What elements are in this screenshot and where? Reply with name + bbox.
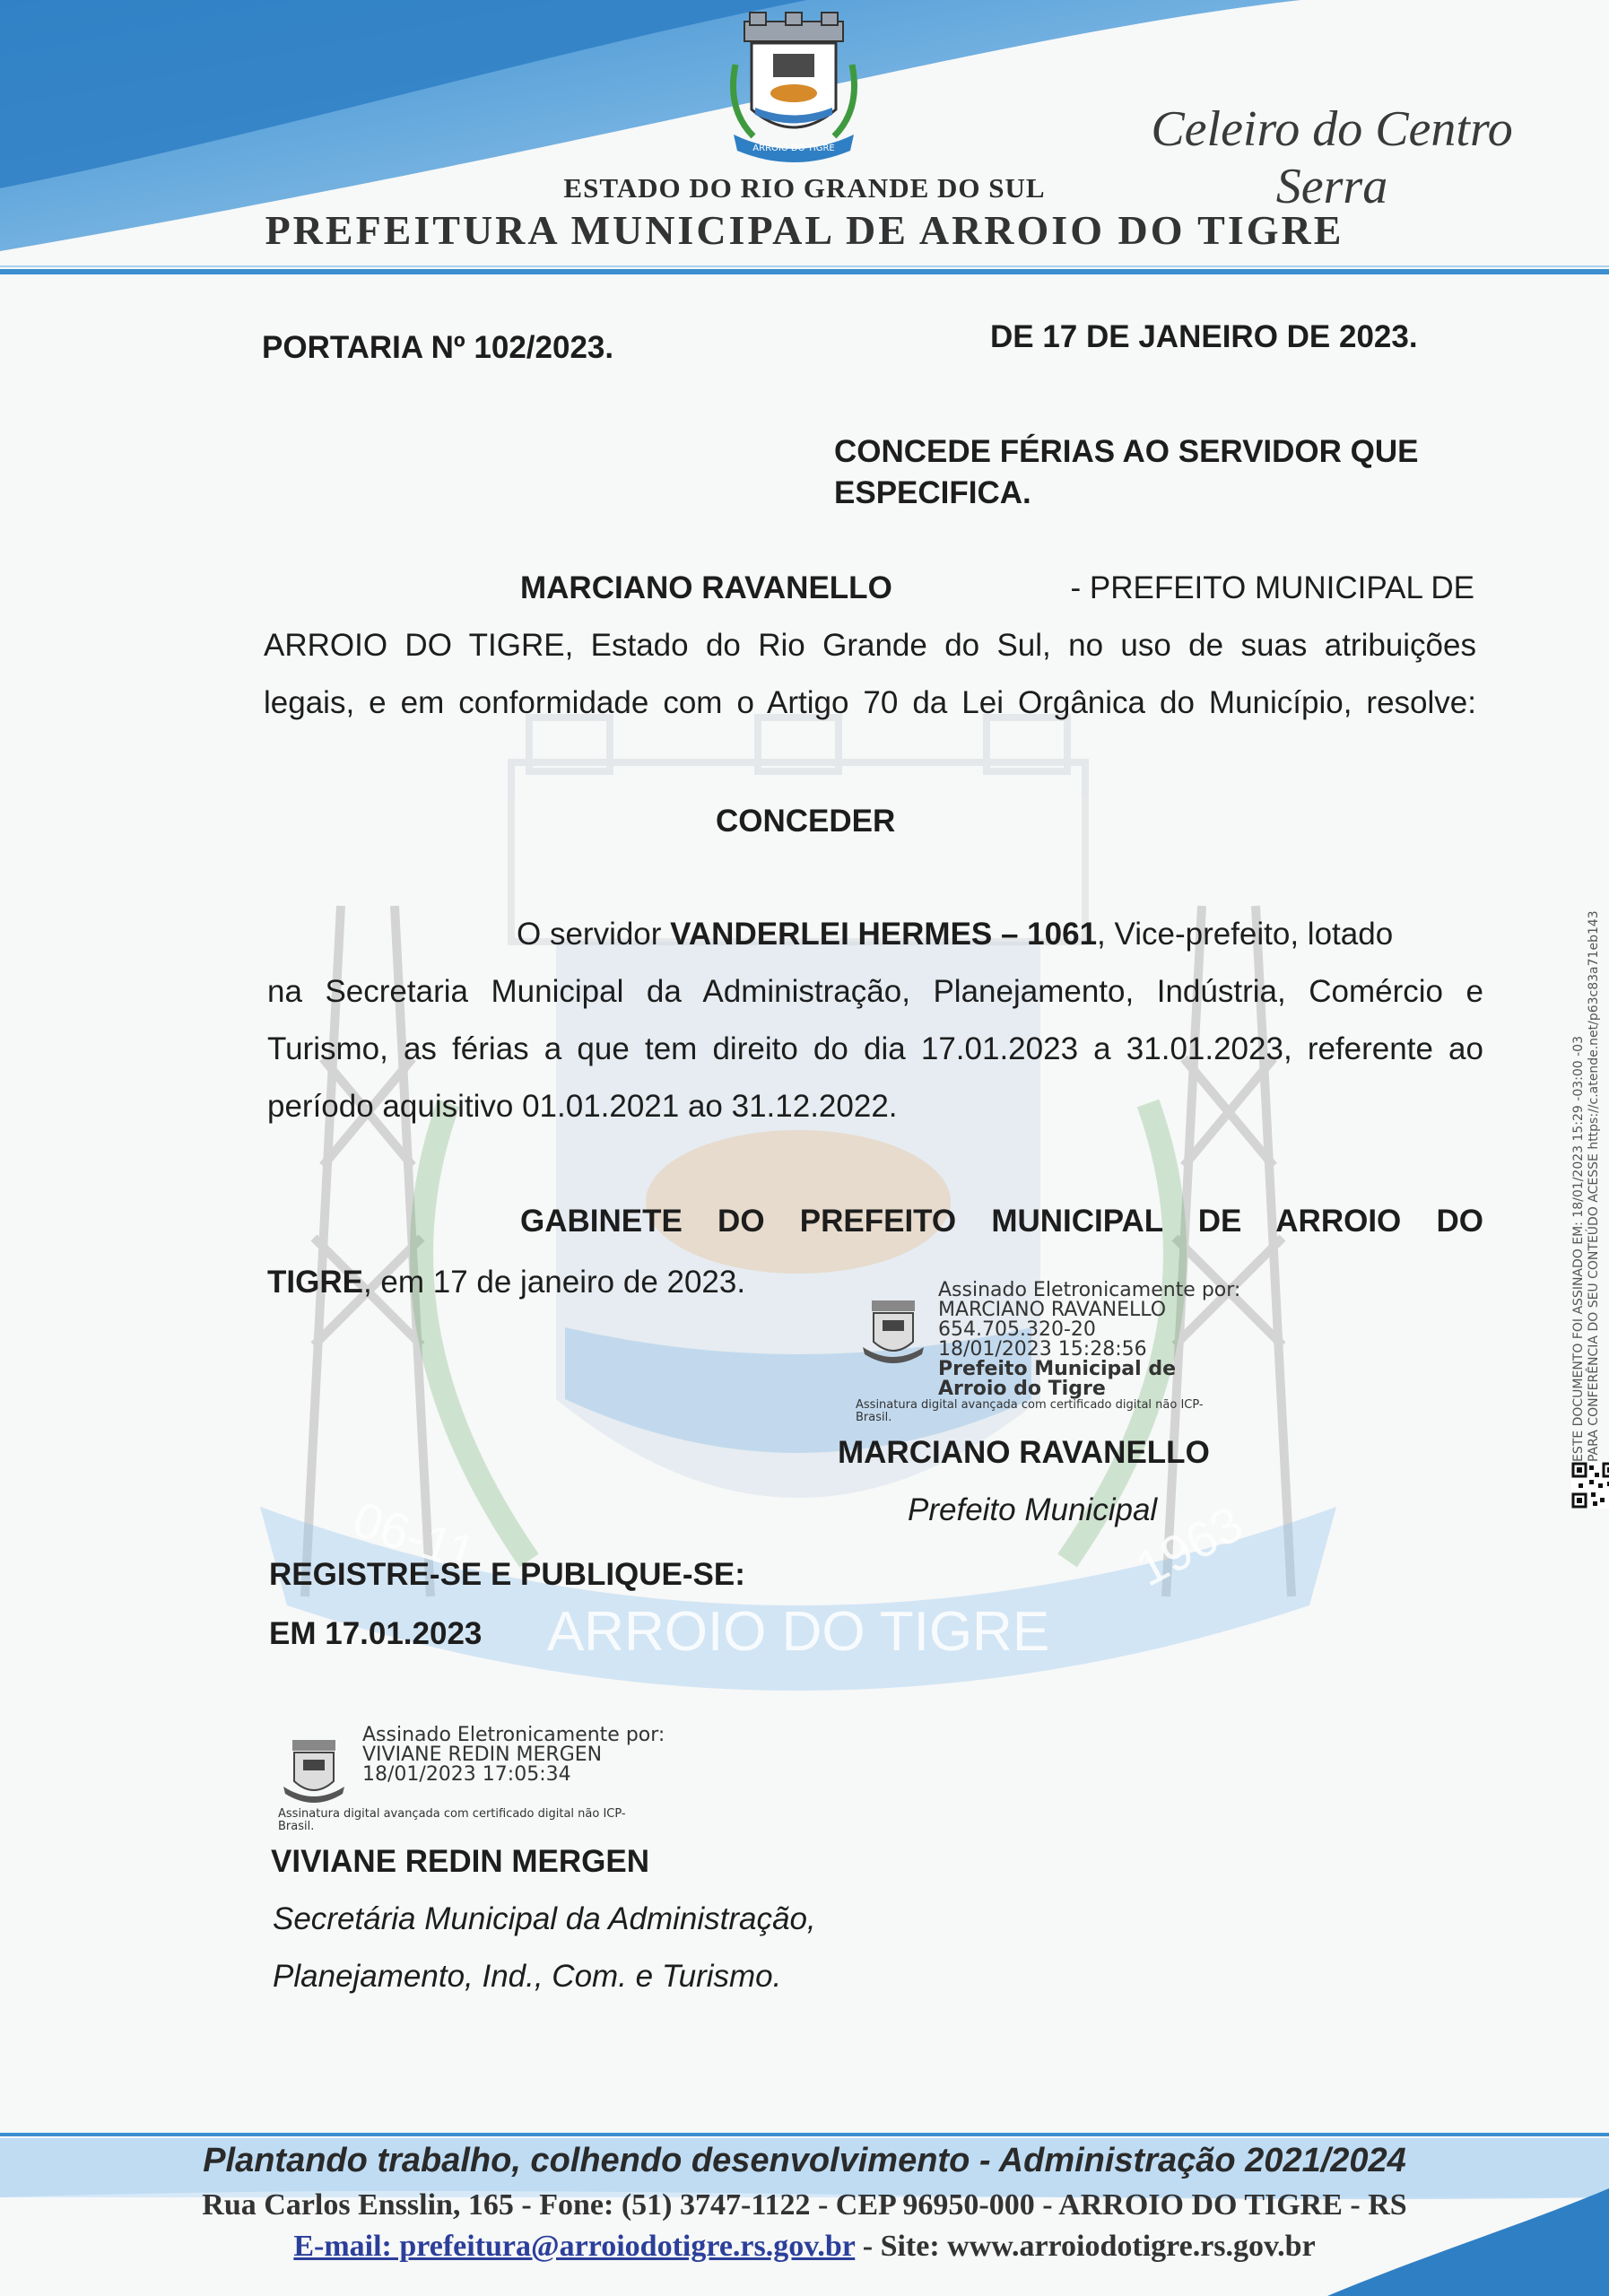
prefecture-title: PREFEITURA MUNICIPAL DE ARROIO DO TIGRE bbox=[265, 207, 1344, 253]
paragraph-1-line-2: ARROIO DO TIGRE, Estado do Rio Grande do Sul, no uso de suas atribuições bbox=[264, 628, 1476, 663]
footer-site: - Site: www.arroiodotigre.rs.gov.br bbox=[855, 2230, 1316, 2263]
sig2-note-1: Assinatura digital avançada com certificado digital não ICP- bbox=[278, 1807, 626, 1821]
signature-1-block bbox=[938, 1281, 1240, 1399]
gabinete-tigre: TIGRE bbox=[267, 1265, 363, 1300]
gabinete-date: , em 17 de janeiro de 2023. bbox=[362, 1265, 746, 1300]
signer-1-role: Prefeito Municipal bbox=[908, 1492, 1158, 1527]
gabinete-line-1: GABINETE DO PREFEITO MUNICIPAL DE ARROIO DO bbox=[520, 1204, 1483, 1239]
paragraph-1-line-1 bbox=[520, 570, 1474, 606]
sig1-cpf: 654.705.320-20 bbox=[938, 1318, 1096, 1341]
paragraph-2-line-1 bbox=[517, 917, 1483, 952]
sig1-note-1: Assinatura digital avançada com certificado digital não ICP- bbox=[856, 1398, 1204, 1412]
sig2-name: VIVIANE REDIN MERGEN bbox=[362, 1744, 603, 1766]
sig1-role-2: Arroio do Tigre bbox=[938, 1378, 1106, 1400]
gabinete-line-2 bbox=[267, 1265, 745, 1300]
side-stamp-line-2: PARA CONFERÊNCIA DO SEU CONTEÚDO ACESSE https://c.atende.net/p63c83a71eb143 bbox=[1587, 910, 1601, 1462]
motto: Celeiro do Centro Serra bbox=[1151, 101, 1513, 214]
signature-seal-icon bbox=[859, 1295, 927, 1363]
crest-logo bbox=[718, 11, 870, 163]
conceder-heading: CONCEDER bbox=[716, 804, 896, 839]
paragraph-1-line-3: legais, e em conformidade com o Artigo 70 da Lei Orgânica do Município, resolve: bbox=[264, 685, 1476, 720]
portaria-date: DE 17 DE JANEIRO DE 2023. bbox=[990, 319, 1418, 354]
registre-line: REGISTRE-SE E PUBLIQUE-SE: bbox=[269, 1557, 745, 1592]
sig1-role-1: Prefeito Municipal de bbox=[938, 1358, 1177, 1380]
signature-2-block bbox=[362, 1726, 665, 1785]
sig2-note-2: Brasil. bbox=[278, 1820, 315, 1833]
qr-code-icon[interactable] bbox=[1571, 1462, 1609, 1509]
paragraph-2-line-2: na Secretaria Municipal da Administração, Planejamento, Indústria, Comércio e bbox=[267, 974, 1483, 1009]
footer-email-link[interactable]: E-mail: prefeitura@arroiodotigre.rs.gov.br bbox=[293, 2230, 856, 2263]
sig1-name: MARCIANO RAVANELLO bbox=[938, 1299, 1167, 1321]
servant-name: VANDERLEI HERMES – 1061 bbox=[670, 917, 1098, 952]
sig2-note bbox=[278, 1808, 626, 1833]
watermark-left: 06-11 bbox=[346, 1490, 483, 1583]
sig1-note-2: Brasil. bbox=[856, 1411, 892, 1424]
paragraph-2-line-3: Turismo, as férias a que tem direito do dia 17.01.2023 a 31.01.2023, referente ao bbox=[267, 1031, 1483, 1066]
ementa-line-1: CONCEDE FÉRIAS AO SERVIDOR QUE bbox=[834, 434, 1419, 469]
footer-contact bbox=[0, 2230, 1609, 2264]
sig1-label: Assinado Eletronicamente por: bbox=[938, 1279, 1241, 1301]
footer-address: Rua Carlos Ensslin, 165 - Fone: (51) 3747-1122 - CEP 96950-000 - ARROIO DO TIGRE - RS bbox=[202, 2188, 1407, 2222]
sig2-label: Assinado Eletronicamente por: bbox=[362, 1724, 665, 1746]
registre-date: EM 17.01.2023 bbox=[269, 1616, 483, 1651]
state-name: ESTADO DO RIO GRANDE DO SUL bbox=[563, 172, 1046, 204]
ementa-line-2: ESPECIFICA. bbox=[834, 475, 1031, 510]
sig2-datetime: 18/01/2023 17:05:34 bbox=[362, 1763, 571, 1786]
watermark-year: 1963 bbox=[1126, 1494, 1252, 1597]
side-verification-stamp bbox=[1571, 910, 1602, 1462]
footer-slogan: Plantando trabalho, colhendo desenvolvimento - Administração 2021/2024 bbox=[203, 2142, 1406, 2179]
signer-2-role-1: Secretária Municipal da Administração, bbox=[273, 1901, 816, 1936]
watermark-ribbon-text: ARROIO DO TIGRE bbox=[546, 1601, 1050, 1663]
mayor-name: MARCIANO RAVANELLO bbox=[520, 570, 892, 605]
portaria-number: PORTARIA Nº 102/2023. bbox=[262, 330, 614, 365]
mayor-title: - PREFEITO MUNICIPAL DE bbox=[1070, 570, 1474, 605]
p2-prefix: O servidor bbox=[517, 917, 671, 952]
signature-seal-icon bbox=[280, 1735, 348, 1803]
side-stamp-line-1: ESTE DOCUMENTO FOI ASSINADO EM: 18/01/2023 15:29 -03:00 -03 bbox=[1571, 1036, 1586, 1462]
sig1-note bbox=[856, 1399, 1204, 1424]
signer-2-role-2: Planejamento, Ind., Com. e Turismo. bbox=[273, 1959, 782, 1994]
p2-suffix: , Vice-prefeito, lotado bbox=[1097, 917, 1394, 952]
signer-2-name: VIVIANE REDIN MERGEN bbox=[271, 1844, 649, 1879]
paragraph-2-line-4: período aquisitivo 01.01.2021 ao 31.12.2022. bbox=[267, 1089, 898, 1124]
signer-1-name: MARCIANO RAVANELLO bbox=[838, 1435, 1210, 1470]
sig1-datetime: 18/01/2023 15:28:56 bbox=[938, 1338, 1147, 1361]
crest-ribbon-text: ARROIO DO TIGRE bbox=[752, 144, 835, 153]
